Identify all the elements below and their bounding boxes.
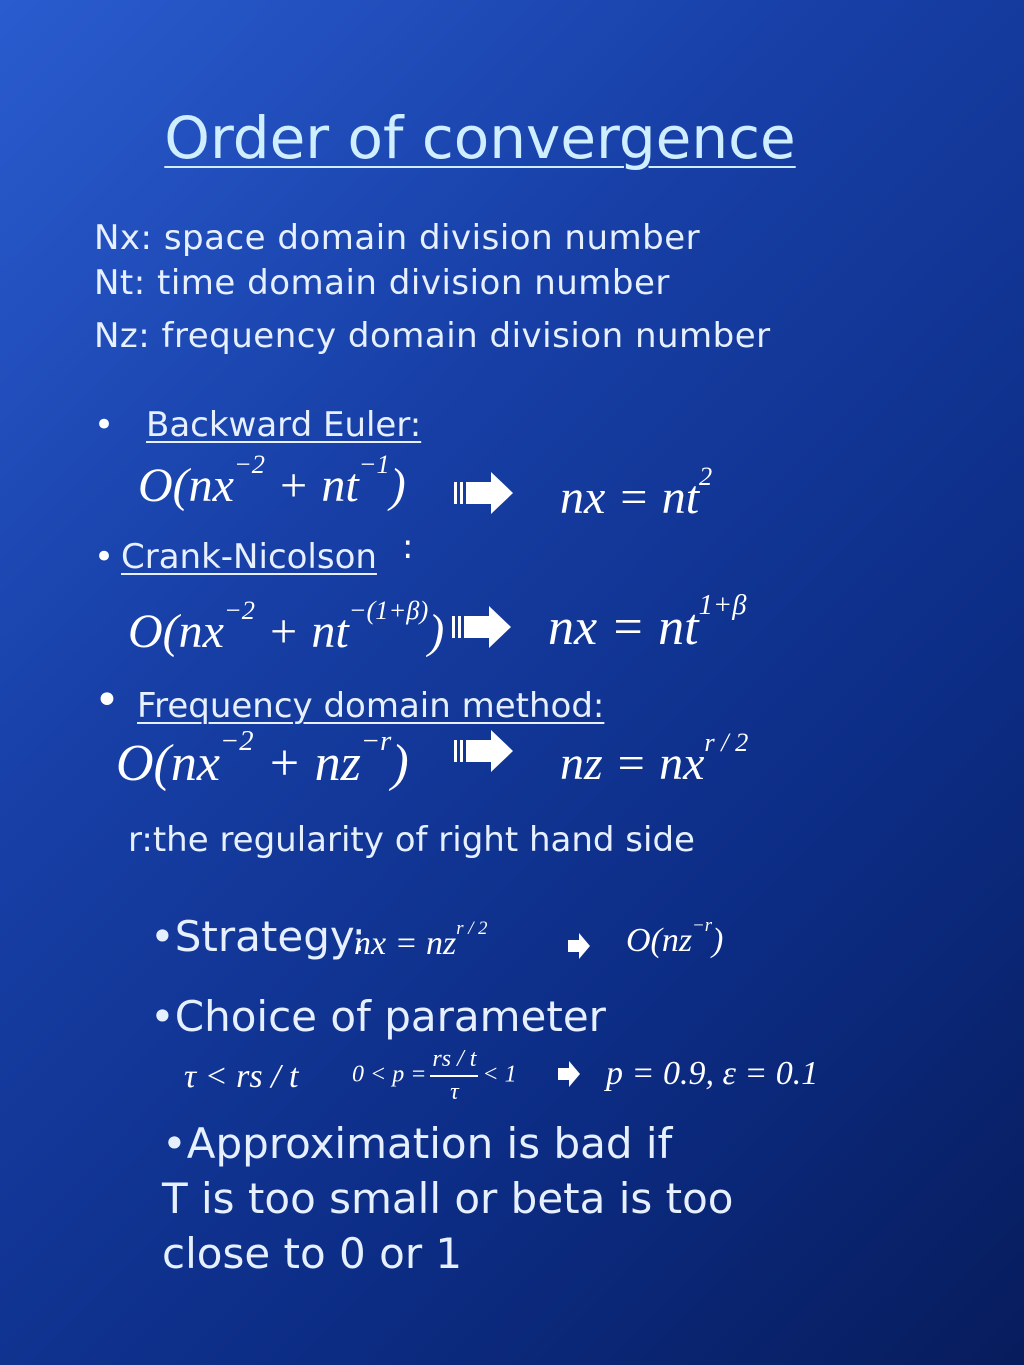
approximation-line-1: •Approximation is bad if — [162, 1119, 673, 1168]
crank-nicolson-balance-formula: nx = $nt^{1+\beta}$ — [548, 589, 747, 656]
parameter-condition-tau: τ < rs / t — [184, 1058, 299, 1095]
implies-arrow-icon — [451, 604, 513, 650]
method-label-crank-nicolson: Crank-Nicolson — [121, 537, 377, 577]
backward-euler-error-formula: $O(nx^{-2} + nt^{-1})$ — [138, 449, 406, 512]
definition-nt: Nt: time domain division number — [94, 263, 670, 303]
parameter-condition-p: 0 < p = $\frac{rs / t}{\tau}$ < 1 — [352, 1046, 517, 1105]
definition-nx: Nx: space domain division number — [94, 218, 701, 258]
implies-arrow-icon — [453, 470, 515, 516]
regularity-note: r:the regularity of right hand side — [128, 820, 695, 860]
implies-arrow-icon — [453, 728, 515, 774]
crank-nicolson-error-formula: $O(nx^{-2} + nt^{-(1+\beta)})$ — [128, 595, 445, 658]
bullet-frequency-domain: • — [94, 675, 120, 726]
frequency-domain-balance-formula: nz = $nx^{r / 2}$ — [560, 727, 749, 790]
parameter-result: p = 0.9, ε = 0.1 — [606, 1055, 819, 1092]
strategy-label: •Strategy: — [150, 912, 366, 961]
approximation-line-2: T is too small or beta is too — [162, 1174, 734, 1223]
crank-nicolson-colon: : — [402, 527, 414, 567]
strategy-result-formula: $O(nz^{-r})$ — [626, 915, 724, 959]
strategy-formula: nx = $nz^{r / 2}$ — [354, 918, 488, 962]
fraction: $\frac{rs / t}{\tau}$ — [432, 1046, 477, 1105]
frequency-domain-error-formula: $O(nx^{-2} + nz^{-r})$ — [116, 725, 409, 792]
implies-arrow-icon — [566, 932, 592, 960]
approximation-line-3: close to 0 or 1 — [162, 1229, 463, 1278]
parameter-label: •Choice of parameter — [150, 992, 606, 1041]
bullet-backward-euler: • — [94, 405, 115, 445]
page-title: Order of convergence — [164, 104, 796, 172]
definition-nz: Nz: frequency domain division number — [94, 316, 771, 356]
bullet-crank-nicolson: • — [94, 537, 115, 577]
method-label-frequency-domain: Frequency domain method: — [137, 686, 605, 726]
implies-arrow-icon — [556, 1060, 582, 1088]
method-label-backward-euler: Backward Euler: — [146, 405, 422, 445]
backward-euler-balance-formula: nx = $nt^2$ — [560, 461, 713, 524]
